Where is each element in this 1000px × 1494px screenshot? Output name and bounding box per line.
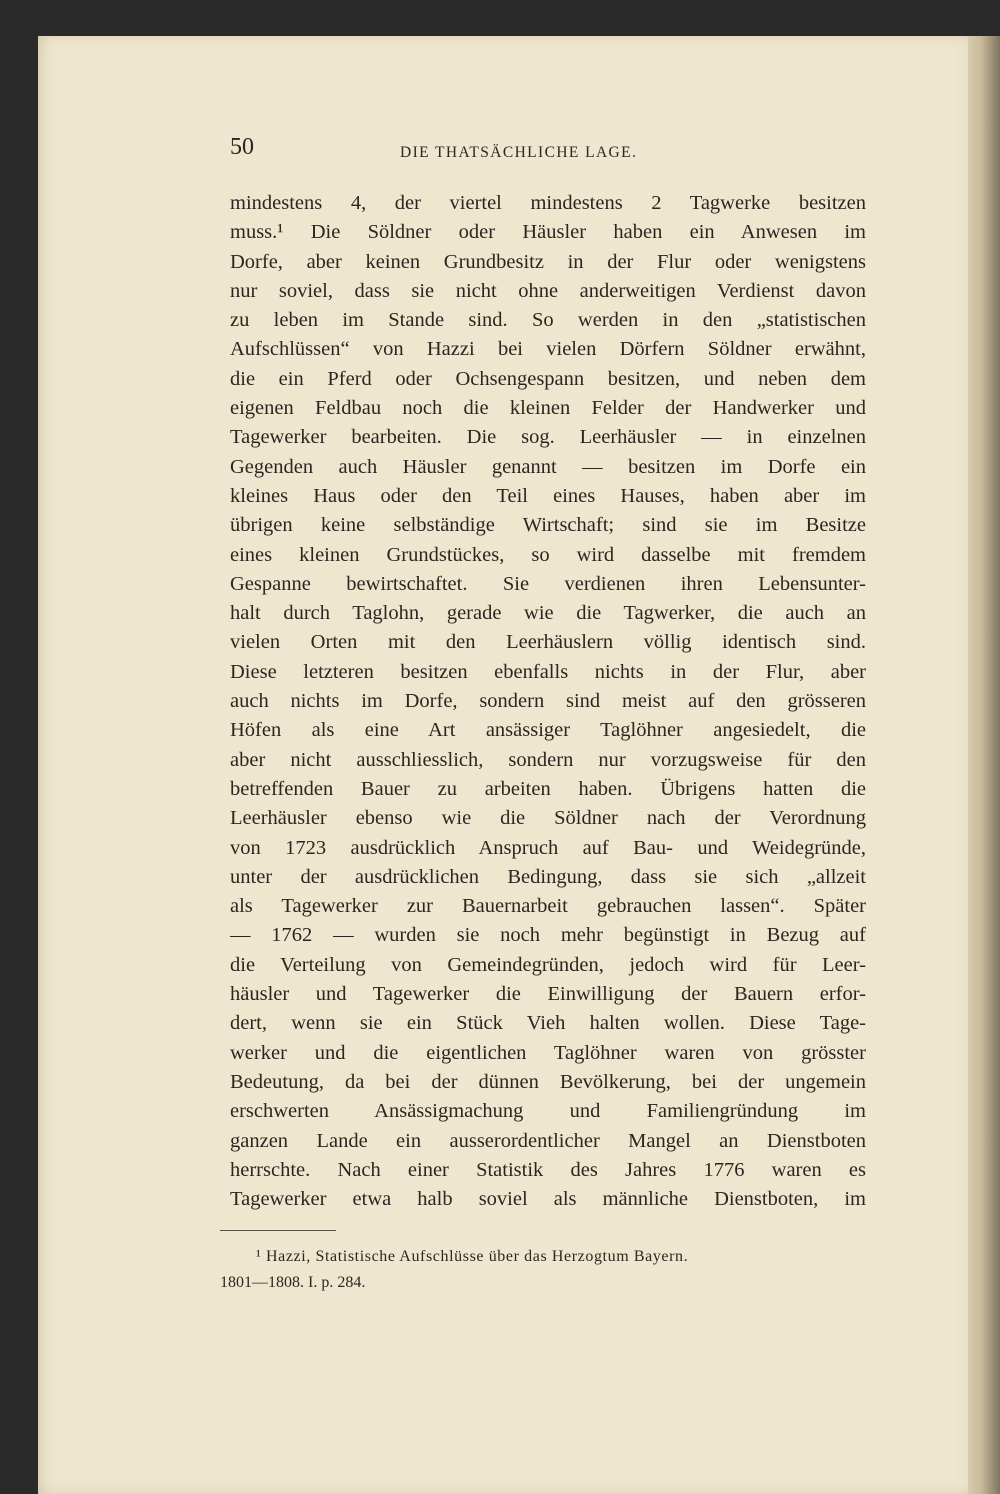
text-line: eigenen Feldbau noch die kleinen Felder der Handwerker und: [230, 397, 866, 420]
text-line: Aufschlüssen“ von Hazzi bei vielen Dörfern Söldner erwähnt,: [230, 338, 866, 361]
footnote-line: 1801—1808. I. p. 284.: [220, 1274, 366, 1291]
text-line: Bedeutung, da bei der dünnen Bevölkerung, bei der ungemein: [230, 1070, 866, 1093]
running-head: DIE THATSÄCHLICHE LAGE.: [400, 144, 638, 161]
text-line: die ein Pferd oder Ochsengespann besitzen, und neben dem: [230, 367, 866, 390]
text-line: Tagewerker etwa halb soviel als männliche Dienstboten, im: [230, 1188, 866, 1211]
text-line: von 1723 ausdrücklich Anspruch auf Bau- und Weidegründe,: [230, 836, 866, 859]
text-line: häusler und Tagewerker die Einwilligung der Bauern erfor-: [230, 983, 866, 1006]
text-line: als Tagewerker zur Bauernarbeit gebrauchen lassen“. Später: [230, 895, 866, 918]
footnote-rule: [220, 1230, 336, 1231]
text-line: Leerhäusler ebenso wie die Söldner nach der Verordnung: [230, 807, 866, 830]
text-line: muss.¹ Die Söldner oder Häusler haben ein Anwesen im: [230, 221, 866, 244]
text-line: vielen Orten mit den Leerhäuslern völlig identisch sind.: [230, 631, 866, 654]
text-line: Höfen als eine Art ansässiger Taglöhner angesiedelt, die: [230, 719, 866, 742]
text-line: Tagewerker bearbeiten. Die sog. Leerhäusler — in einzelnen: [230, 426, 866, 449]
text-line: herrschte. Nach einer Statistik des Jahres 1776 waren es: [230, 1158, 866, 1181]
text-line: betreffenden Bauer zu arbeiten haben. Übrigens hatten die: [230, 777, 866, 800]
text-line: Dorfe, aber keinen Grundbesitz in der Flur oder wenigstens: [230, 250, 866, 273]
text-line: Gegenden auch Häusler genannt — besitzen im Dorfe ein: [230, 455, 866, 478]
body-text: [230, 189, 866, 1214]
page-header: [230, 134, 866, 168]
text-line: — 1762 — wurden sie noch mehr begünstigt in Bezug auf: [230, 924, 866, 947]
text-line: ganzen Lande ein ausserordentlicher Mangel an Dienstboten: [230, 1129, 866, 1152]
text-line: unter der ausdrücklichen Bedingung, dass sie sich „allzeit: [230, 865, 866, 888]
text-line: Gespanne bewirtschaftet. Sie verdienen ihren Lebensunter-: [230, 572, 866, 595]
page-number: 50: [230, 134, 254, 160]
footnote-line: ¹ Hazzi, Statistische Aufschlüsse über das Herzogtum Bayern.: [256, 1248, 689, 1265]
text-line: mindestens 4, der viertel mindestens 2 Tagwerke besitzen: [230, 192, 866, 214]
text-line: Diese letzteren besitzen ebenfalls nichts in der Flur, aber: [230, 660, 866, 683]
footnote: [220, 1244, 866, 1296]
text-line: halt durch Taglohn, gerade wie die Tagwerker, die auch an: [230, 602, 866, 625]
text-line: erschwerten Ansässigmachung und Familiengründung im: [230, 1100, 866, 1123]
text-line: die Verteilung von Gemeindegründen, jedoch wird für Leer-: [230, 953, 866, 976]
text-line: nur soviel, dass sie nicht ohne anderweitigen Verdienst davon: [230, 279, 866, 302]
text-line: kleines Haus oder den Teil eines Hauses, haben aber im: [230, 484, 866, 507]
text-line: übrigen keine selbständige Wirtschaft; sind sie im Besitze: [230, 514, 866, 537]
text-line: auch nichts im Dorfe, sondern sind meist auf den grösseren: [230, 690, 866, 713]
text-line: werker und die eigentlichen Taglöhner waren von grösster: [230, 1041, 866, 1064]
text-line: dert, wenn sie ein Stück Vieh halten wollen. Diese Tage-: [230, 1012, 866, 1035]
text-line: eines kleinen Grundstückes, so wird dasselbe mit fremdem: [230, 543, 866, 566]
text-line: zu leben im Stande sind. So werden in den „statistischen: [230, 309, 866, 332]
page-edge: [968, 36, 1000, 1494]
text-line: aber nicht ausschliesslich, sondern nur vorzugsweise für den: [230, 748, 866, 771]
